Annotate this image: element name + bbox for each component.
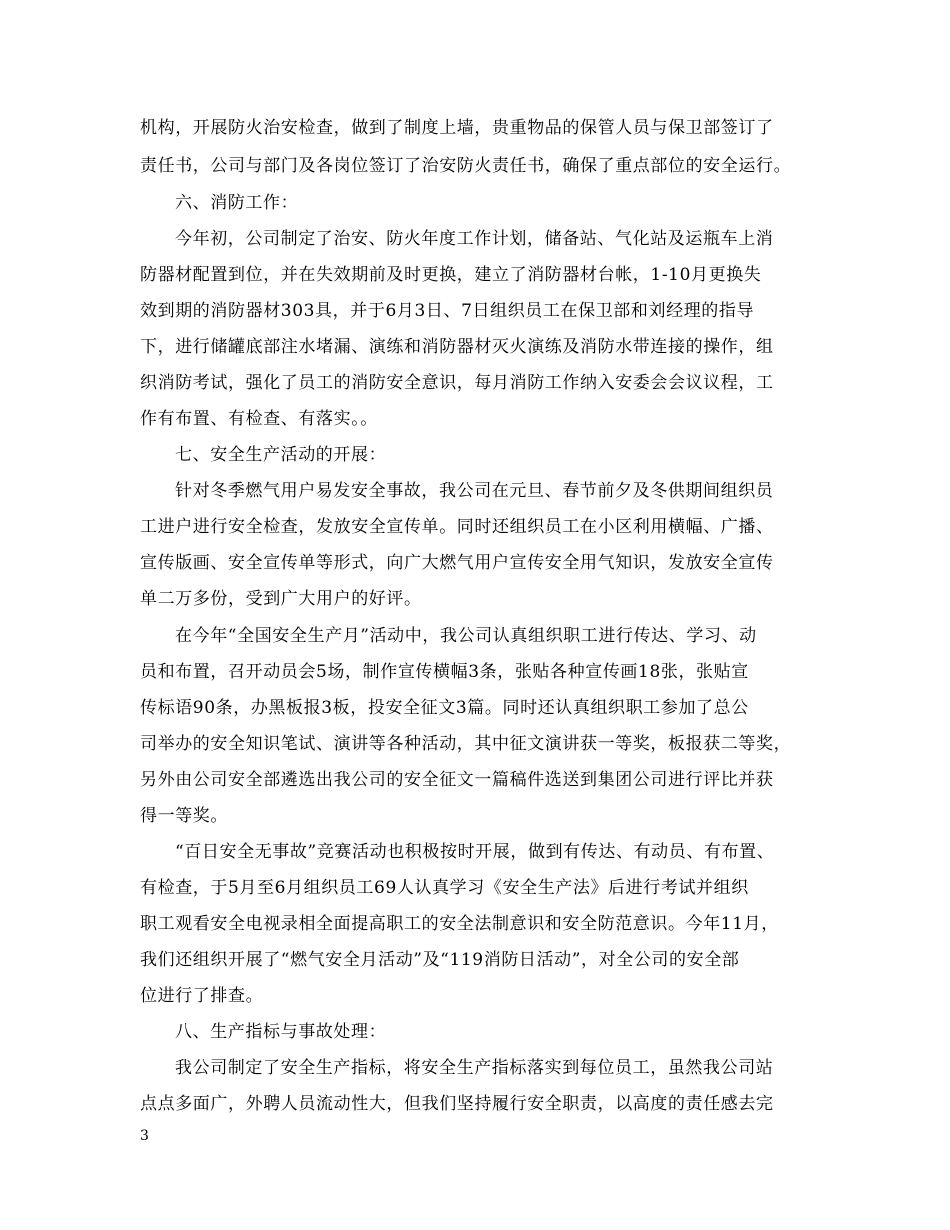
- text-line: 我们还组织开展了“燃气安全月活动”及“119消防日活动”，对全公司的安全部: [140, 950, 740, 970]
- text-line: 职工观看安全电视录相全面提高职工的安全法制意识和安全防范意识。今年11月，: [140, 914, 779, 934]
- page-number: 3: [140, 1128, 149, 1144]
- text-line: 宣传版画、安全宣传单等形式，向广大燃气用户宣传安全用气知识，发放安全宣传: [140, 553, 774, 573]
- text-line: 司举办的安全知识笔试、演讲等各种活动，其中征文演讲获一等奖，板报获二等奖，: [140, 734, 792, 754]
- text-line: 工进户进行安全检查，发放安全宣传单。同时还组织员工在小区利用横幅、广播、: [140, 517, 774, 537]
- text-line: 另外由公司安全部遴选出我公司的安全征文一篇稿件选送到集团公司进行评比并获: [140, 770, 774, 790]
- text-line: 下，进行储罐底部注水堵漏、演练和消防器材灭火演练及消防水带连接的操作，组: [140, 337, 774, 357]
- section-heading: 八、生产指标与事故处理：: [175, 1022, 387, 1042]
- text-line: 机构，开展防火治安检查，做到了制度上墙，贵重物品的保管人员与保卫部签订了: [140, 118, 774, 138]
- text-line: 责任书，公司与部门及各岗位签订了治安防火责任书，确保了重点部位的安全运行。: [140, 156, 792, 176]
- text-line: 点点多面广，外聘人员流动性大，但我们坚持履行安全职责，以高度的责任感去完: [140, 1094, 774, 1114]
- text-line: 有检查，于5月至6月组织员工69人认真学习《安全生产法》后进行考试并组织: [140, 878, 749, 898]
- text-line: 今年初，公司制定了治安、防火年度工作计划，储备站、气化站及运瓶车上消: [175, 229, 774, 249]
- text-line: 针对冬季燃气用户易发安全事故，我公司在元旦、春节前夕及冬供期间组织员: [175, 481, 774, 501]
- section-heading: 六、消防工作：: [175, 193, 299, 213]
- text-line: “百日安全无事故”竞赛活动也积极按时开展，做到有传达、有动员、有布置、: [175, 842, 775, 862]
- text-line: 员和布置，召开动员会5场，制作宣传横幅3条，张贴各种宣传画18张，张贴宣: [140, 662, 749, 682]
- section-heading: 七、安全生产活动的开展：: [175, 445, 387, 465]
- text-line: 在今年“全国安全生产月”活动中，我公司认真组织职工进行传达、学习、动: [175, 626, 757, 646]
- text-line: 作有布置、有检查、有落实。。: [140, 409, 378, 429]
- text-line: 单二万多份，受到广大用户的好评。: [140, 589, 422, 609]
- text-line: 防器材配置到位，并在失效期前及时更换，建立了消防器材台帐，1-10月更换失: [140, 265, 762, 285]
- text-line: 得一等奖。: [140, 806, 228, 826]
- text-line: 位进行了排查。: [140, 986, 264, 1006]
- text-line: 织消防考试，强化了员工的消防安全意识，每月消防工作纳入安委会会议议程，工: [140, 373, 774, 393]
- text-line: 传标语90条，办黑板报3板，投安全征文3篇。同时还认真组织职工参加了总公: [140, 698, 749, 718]
- text-line: 效到期的消防器材303具，并于6月3日、7日组织员工在保卫部和刘经理的指导: [140, 301, 755, 321]
- text-line: 我公司制定了安全生产指标，将安全生产指标落实到每位员工，虽然我公司站: [175, 1058, 774, 1078]
